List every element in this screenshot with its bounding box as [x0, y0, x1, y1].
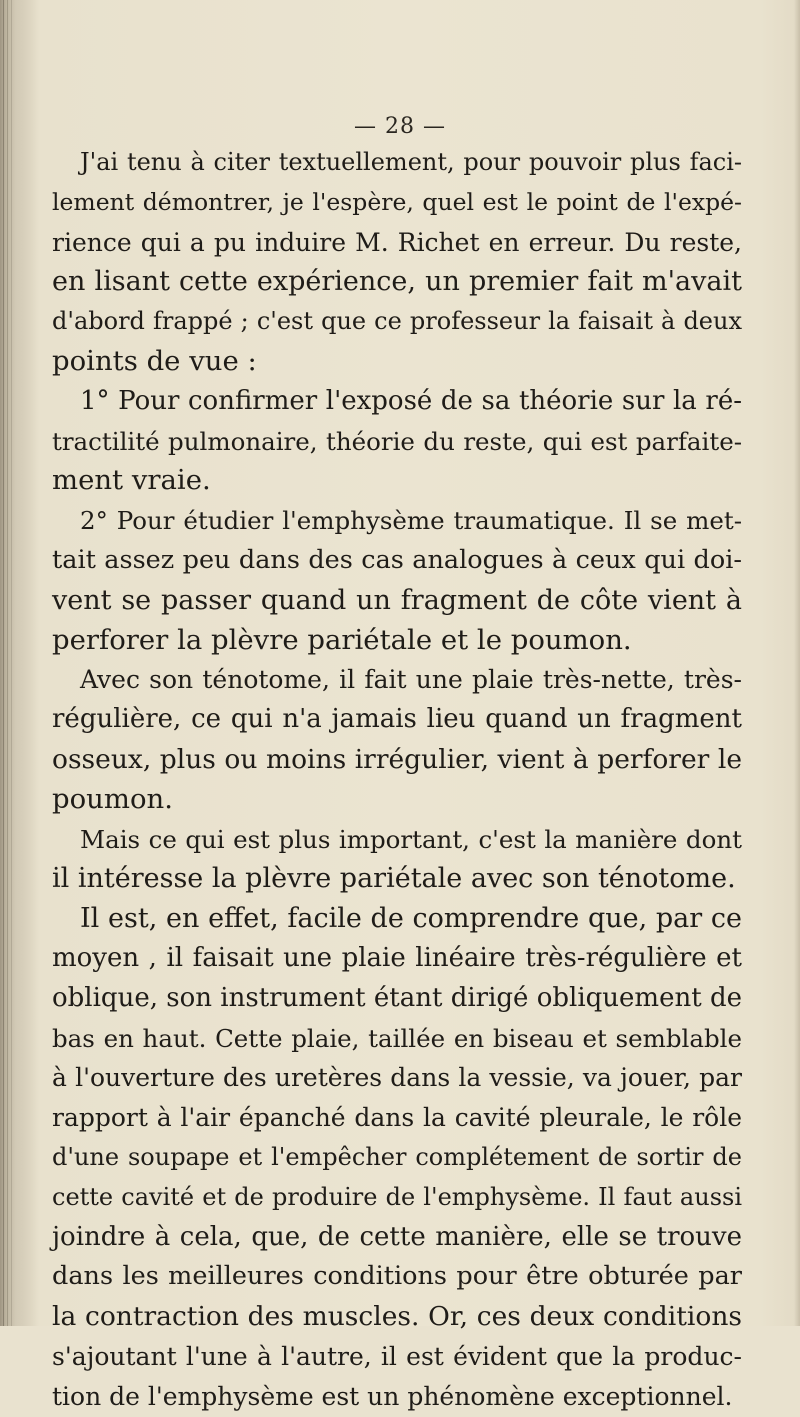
text-line: Il est, en effet, facile de comprendre que, par ce: [80, 903, 742, 935]
text-line: J'ai tenu à citer textuellement, pour pouvoir plus faci-: [80, 148, 742, 176]
body-text: [52, 143, 742, 1417]
gutter-edge-line: [3, 0, 4, 1326]
text-line: régulière, ce qui n'a jamais lieu quand un fragment: [52, 704, 742, 735]
text-line: osseux, plus ou moins irrégulier, vient à perforer le: [52, 743, 742, 775]
text-line: oblique, son instrument étant dirigé obliquement de: [52, 982, 742, 1013]
text-line: lement démontrer, je l'espère, quel est le point de l'expé-: [52, 187, 742, 216]
text-line: s'ajoutant l'une à l'autre, il est évident que la produc-: [52, 1341, 742, 1371]
text-line: poumon.: [52, 782, 173, 815]
gutter-edge-line: [7, 0, 8, 1326]
text-line: rience qui a pu induire M. Richet en erreur. Du reste,: [52, 227, 742, 257]
text-line: Avec son ténotome, il fait une plaie très-nette, très-: [80, 665, 742, 695]
text-line: tait assez peu dans des cas analogues à ceux qui doi-: [52, 544, 742, 575]
text-line: dans les meilleures conditions pour être obturée par: [52, 1261, 742, 1292]
text-line: la contraction des muscles. Or, ces deux conditions: [52, 1301, 742, 1333]
text-line: rapport à l'air épanché dans la cavité pleurale, le rôle: [52, 1103, 742, 1133]
text-line: 2° Pour étudier l'emphysème traumatique. Il se met-: [80, 506, 742, 536]
text-line: vent se passer quand un fragment de côte vient à: [52, 584, 742, 616]
text-line: ment vraie.: [52, 464, 211, 497]
text-line: tractilité pulmonaire, théorie du reste, qui est parfaite-: [52, 426, 742, 456]
page-number: — 28 —: [354, 114, 446, 139]
text-line: d'une soupape et l'empêcher complétement de sortir de: [52, 1142, 742, 1171]
book-gutter-shadow: [0, 0, 38, 1326]
text-line: d'abord frappé ; c'est que ce professeur la faisait à deux: [52, 307, 742, 336]
text-line: bas en haut. Cette plaie, taillée en biseau et semblable: [52, 1023, 742, 1053]
text-line: points de vue :: [52, 344, 257, 377]
text-line: en lisant cette expérience, un premier fait m'avait: [52, 266, 742, 298]
text-line: 1° Pour confirmer l'exposé de sa théorie sur la ré-: [80, 385, 742, 416]
text-line: cette cavité et de produire de l'emphysème. Il faut aussi: [52, 1182, 742, 1211]
text-line: il intéresse la plèvre pariétale avec son ténotome.: [52, 863, 736, 895]
text-line: moyen , il faisait une plaie linéaire très-régulière et: [52, 942, 742, 973]
page-right-edge: [794, 0, 800, 1326]
text-line: joindre à cela, que, de cette manière, elle se trouve: [52, 1221, 742, 1252]
text-line: Mais ce qui est plus important, c'est la manière dont: [80, 824, 742, 854]
text-line: perforer la plèvre pariétale et le poumon.: [52, 623, 632, 656]
text-line: tion de l'emphysème est un phénomène exceptionnel.: [52, 1381, 733, 1411]
gutter-edge-line: [11, 0, 12, 1326]
text-line: à l'ouverture des uretères dans la vessie, va jouer, par: [52, 1063, 742, 1093]
